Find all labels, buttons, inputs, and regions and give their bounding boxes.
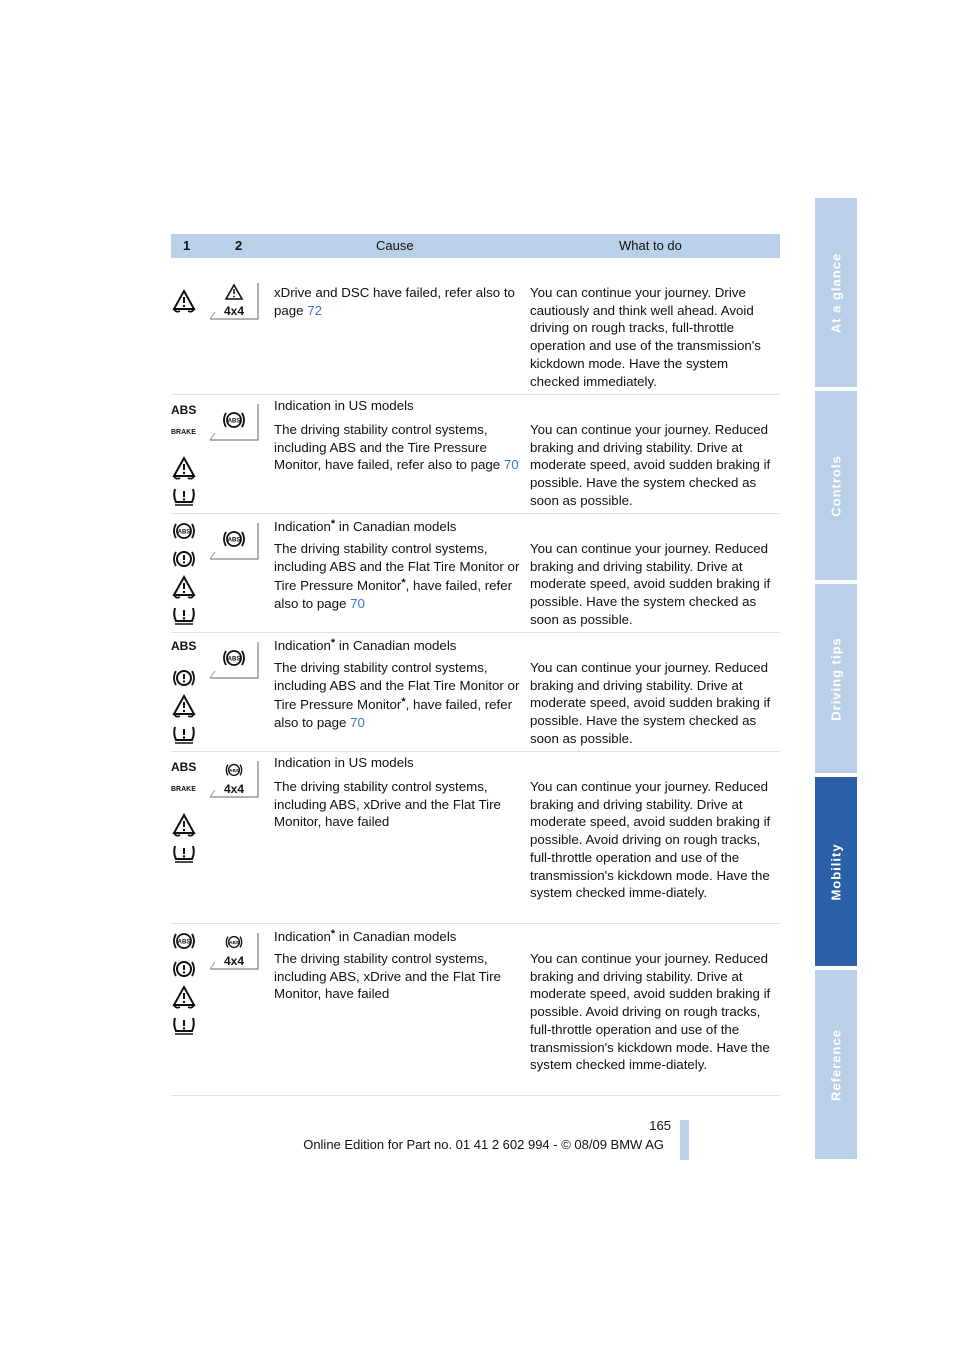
indication-label: Indication in US models <box>274 398 414 413</box>
header-col-2: 2 <box>235 238 243 253</box>
tab-driving-tips[interactable]: Driving tips <box>815 584 857 773</box>
cause-text: The driving stability control systems, including ABS and the Flat Tire Monitor or Tire Pressure Monitor*, have failed, refer also to page 70 <box>274 541 520 612</box>
cause-text: The driving stability control systems, including ABS and the Flat Tire Monitor or Tire Pressure Monitor*, have failed, refer also to page 70 <box>274 660 520 731</box>
header-what-to-do: What to do <box>619 238 682 253</box>
indication-label: Indication* in Canadian models <box>274 518 457 534</box>
footer-edition: Online Edition for Part no. 01 41 2 602 994 - © 08/09 BMW AG <box>303 1137 664 1152</box>
col1-icons <box>171 518 199 630</box>
abs-text-icon: ABS <box>171 760 197 774</box>
tab-controls[interactable]: Controls <box>815 391 857 580</box>
abs-badge <box>209 403 259 441</box>
brake-warning-icon <box>171 665 199 693</box>
todo-text: You can continue your journey. Drive cautiously and think well ahead. Avoid driving on rough tracks, full-throttle operation and use of the transmission's kickdown mode. Have the system checked immediately. <box>530 285 761 389</box>
page-link[interactable]: 70 <box>350 596 365 612</box>
warning-triangle-icon <box>171 984 199 1012</box>
abs-xdrive-badge <box>209 760 259 798</box>
tire-pressure-icon <box>171 721 199 749</box>
abs-badge <box>209 522 259 560</box>
col1-icons <box>171 403 199 511</box>
warning-triangle-icon <box>171 455 199 483</box>
header-cause: Cause <box>376 238 414 253</box>
warning-triangle-icon <box>171 288 199 316</box>
todo-text: You can continue your journey. Reduced braking and driving stability. Drive at moderate speed, avoid sudden braking if possible. Have the system checked as soon as possible. <box>530 660 771 746</box>
cause-text: xDrive and DSC have failed, refer also to page 72 <box>274 285 515 318</box>
four-by-four-label: 4x4 <box>223 954 245 968</box>
page-link[interactable]: 70 <box>503 457 519 473</box>
header-col-1: 1 <box>183 238 191 253</box>
abs-circle-icon <box>171 518 199 546</box>
todo-text: You can continue your journey. Reduced braking and driving stability. Drive at moderate speed, avoid sudden braking if possible. Avoid driving on rough tracks, full-throttle operation and use of the transmission's kickdown mode. Have the system checked imme-diately. <box>530 951 771 1073</box>
table-row <box>171 395 780 514</box>
tab-mobility[interactable]: Mobility <box>815 777 857 966</box>
table-header <box>171 234 780 258</box>
abs-text-icon: ABS <box>171 639 197 653</box>
indication-label: Indication* in Canadian models <box>274 928 457 944</box>
warning-triangle-icon <box>171 693 199 721</box>
cause-text: The driving stability control systems, including ABS, xDrive and the Flat Tire Monitor, have failed <box>274 951 501 1002</box>
abs-text-icon: ABS <box>171 403 197 417</box>
abs-badge <box>209 641 259 679</box>
page-marker-bar <box>680 1120 689 1160</box>
col1-icons <box>171 288 199 316</box>
cause-text: The driving stability control systems, including ABS and the Tire Pressure Monitor, have failed, refer also to page 70 <box>274 422 519 473</box>
todo-text: You can continue your journey. Reduced braking and driving stability. Drive at moderate speed, avoid sudden braking if possible. Avoid driving on rough tracks, full-throttle operation and use of the transmission's kickdown mode. Have the system checked imme-diately. <box>530 779 771 901</box>
abs-circle-icon <box>171 928 199 956</box>
col1-icons <box>171 639 199 749</box>
indication-label: Indication in US models <box>274 755 414 770</box>
tire-pressure-icon <box>171 1012 199 1040</box>
page-link[interactable]: 72 <box>307 302 323 318</box>
todo-text: You can continue your journey. Reduced braking and driving stability. Drive at moderate speed, avoid sudden braking if possible. Have the system checked as soon as possible. <box>530 422 771 508</box>
table-row <box>171 752 780 924</box>
warning-triangle-icon <box>171 574 199 602</box>
page-number: 165 <box>649 1118 671 1133</box>
tire-pressure-icon <box>171 840 199 868</box>
tab-reference[interactable]: Reference <box>815 970 857 1159</box>
brake-warning-icon <box>171 546 199 574</box>
col1-icons <box>171 928 199 1040</box>
tab-at-a-glance[interactable]: At a glance <box>815 198 857 387</box>
four-by-four-label: 4x4 <box>223 304 245 318</box>
todo-text: You can continue your journey. Reduced braking and driving stability. Drive at moderate speed, avoid sudden braking if possible. Have the system checked as soon as possible. <box>530 541 771 627</box>
table-row <box>171 633 780 752</box>
tire-pressure-icon <box>171 483 199 511</box>
abs-xdrive-badge <box>209 932 259 970</box>
brake-text-icon: BRAKE <box>171 429 196 436</box>
col1-icons <box>171 760 199 868</box>
indication-label: Indication* in Canadian models <box>274 637 457 653</box>
four-by-four-label: 4x4 <box>223 782 245 796</box>
table-row <box>171 924 780 1096</box>
page-link[interactable]: 70 <box>350 715 365 731</box>
warning-triangle-icon <box>171 812 199 840</box>
table-row <box>171 258 780 395</box>
brake-warning-icon <box>171 956 199 984</box>
tire-pressure-icon <box>171 602 199 630</box>
side-tabs <box>815 198 857 1163</box>
cause-text: The driving stability control systems, including ABS, xDrive and the Flat Tire Monitor, have failed <box>274 779 501 830</box>
brake-text-icon: BRAKE <box>171 786 196 793</box>
xdrive-warning-badge <box>209 282 259 320</box>
table-row <box>171 514 780 633</box>
indicator-table <box>171 234 780 1096</box>
